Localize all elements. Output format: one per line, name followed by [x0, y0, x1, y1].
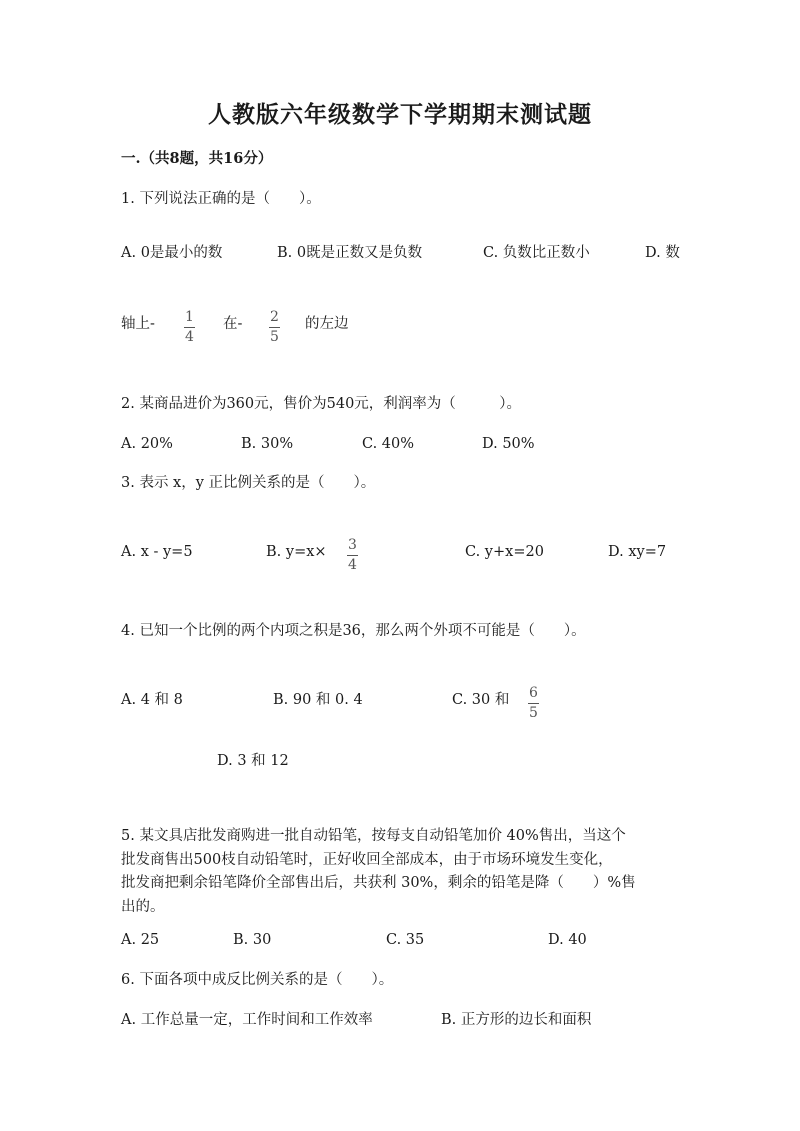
question-stem: 6. 下面各项中成反比例关系的是（ ）。: [121, 972, 394, 988]
question-stem-line: 5. 某文具店批发商购进一批自动铅笔，按每支自动铅笔加价 40%售出，当这个: [121, 828, 626, 844]
option-b: B. 正方形的边长和面积: [441, 1012, 592, 1028]
option-b: B. 30%: [241, 436, 294, 452]
option-d-continued: 在-: [223, 316, 243, 332]
option-b: B. 90 和 0. 4: [273, 692, 363, 708]
option-c: C. 35: [386, 932, 425, 948]
fraction-bar: [269, 327, 280, 328]
option-a: A. x - y=5: [121, 544, 193, 560]
question-stem-line: 批发商把剩余铅笔降价全部售出后，共获利 30%，剩余的铅笔是降（ ）%售: [121, 875, 636, 891]
option-a: A. 4 和 8: [121, 692, 183, 708]
option-d: D. xy=7: [608, 544, 667, 560]
fraction-numerator: 1: [185, 309, 194, 325]
option-a: A. 20%: [121, 436, 173, 452]
fraction: [528, 686, 539, 721]
question-stem-line: 出的。: [121, 899, 165, 915]
fraction-numerator: 2: [270, 309, 279, 325]
fraction: [269, 310, 280, 345]
option-c: C. 40%: [362, 436, 415, 452]
fraction-denominator: 4: [348, 557, 357, 573]
option-c: C. y+x=20: [465, 544, 544, 560]
option-b: B. 0既是正数又是负数: [277, 245, 423, 261]
section-heading: 一.（共8题，共16分）: [121, 150, 273, 167]
page-title: 人教版六年级数学下学期期末测试题: [208, 101, 592, 128]
option-d-continued: 轴上-: [121, 316, 155, 332]
option-d: D. 40: [548, 932, 587, 948]
option-d-continued: 的左边: [305, 316, 349, 332]
fraction-numerator: 6: [529, 685, 538, 701]
option-a: A. 0是最小的数: [121, 245, 223, 261]
question-stem-line: 批发商售出500枝自动铅笔时，正好收回全部成本，由于市场环境发生变化，: [121, 852, 613, 868]
fraction-numerator: 3: [348, 537, 357, 553]
option-a: A. 工作总量一定，工作时间和工作效率: [121, 1012, 373, 1028]
question-stem: 2. 某商品进价为360元，售价为540元，利润率为（ ）。: [121, 396, 522, 412]
option-d: D. 50%: [482, 436, 535, 452]
option-b: B. y=x×: [266, 544, 327, 560]
fraction-bar: [528, 703, 539, 704]
fraction: [184, 310, 195, 345]
option-d: D. 3 和 12: [217, 753, 289, 769]
option-c: C. 负数比正数小: [483, 245, 590, 261]
question-stem: 1. 下列说法正确的是（ ）。: [121, 191, 321, 207]
option-c: C. 30 和: [452, 692, 510, 708]
option-d: D. 数: [645, 245, 680, 261]
fraction-denominator: 5: [270, 329, 279, 345]
fraction-denominator: 5: [529, 705, 538, 721]
fraction-bar: [347, 555, 358, 556]
option-b: B. 30: [233, 932, 272, 948]
question-stem: 3. 表示 x，y 正比例关系的是（ ）。: [121, 475, 376, 491]
fraction-bar: [184, 327, 195, 328]
question-stem: 4. 已知一个比例的两个内项之积是36，那么两个外项不可能是（ ）。: [121, 623, 586, 639]
fraction-denominator: 4: [185, 329, 194, 345]
fraction: [347, 538, 358, 573]
option-a: A. 25: [121, 932, 160, 948]
